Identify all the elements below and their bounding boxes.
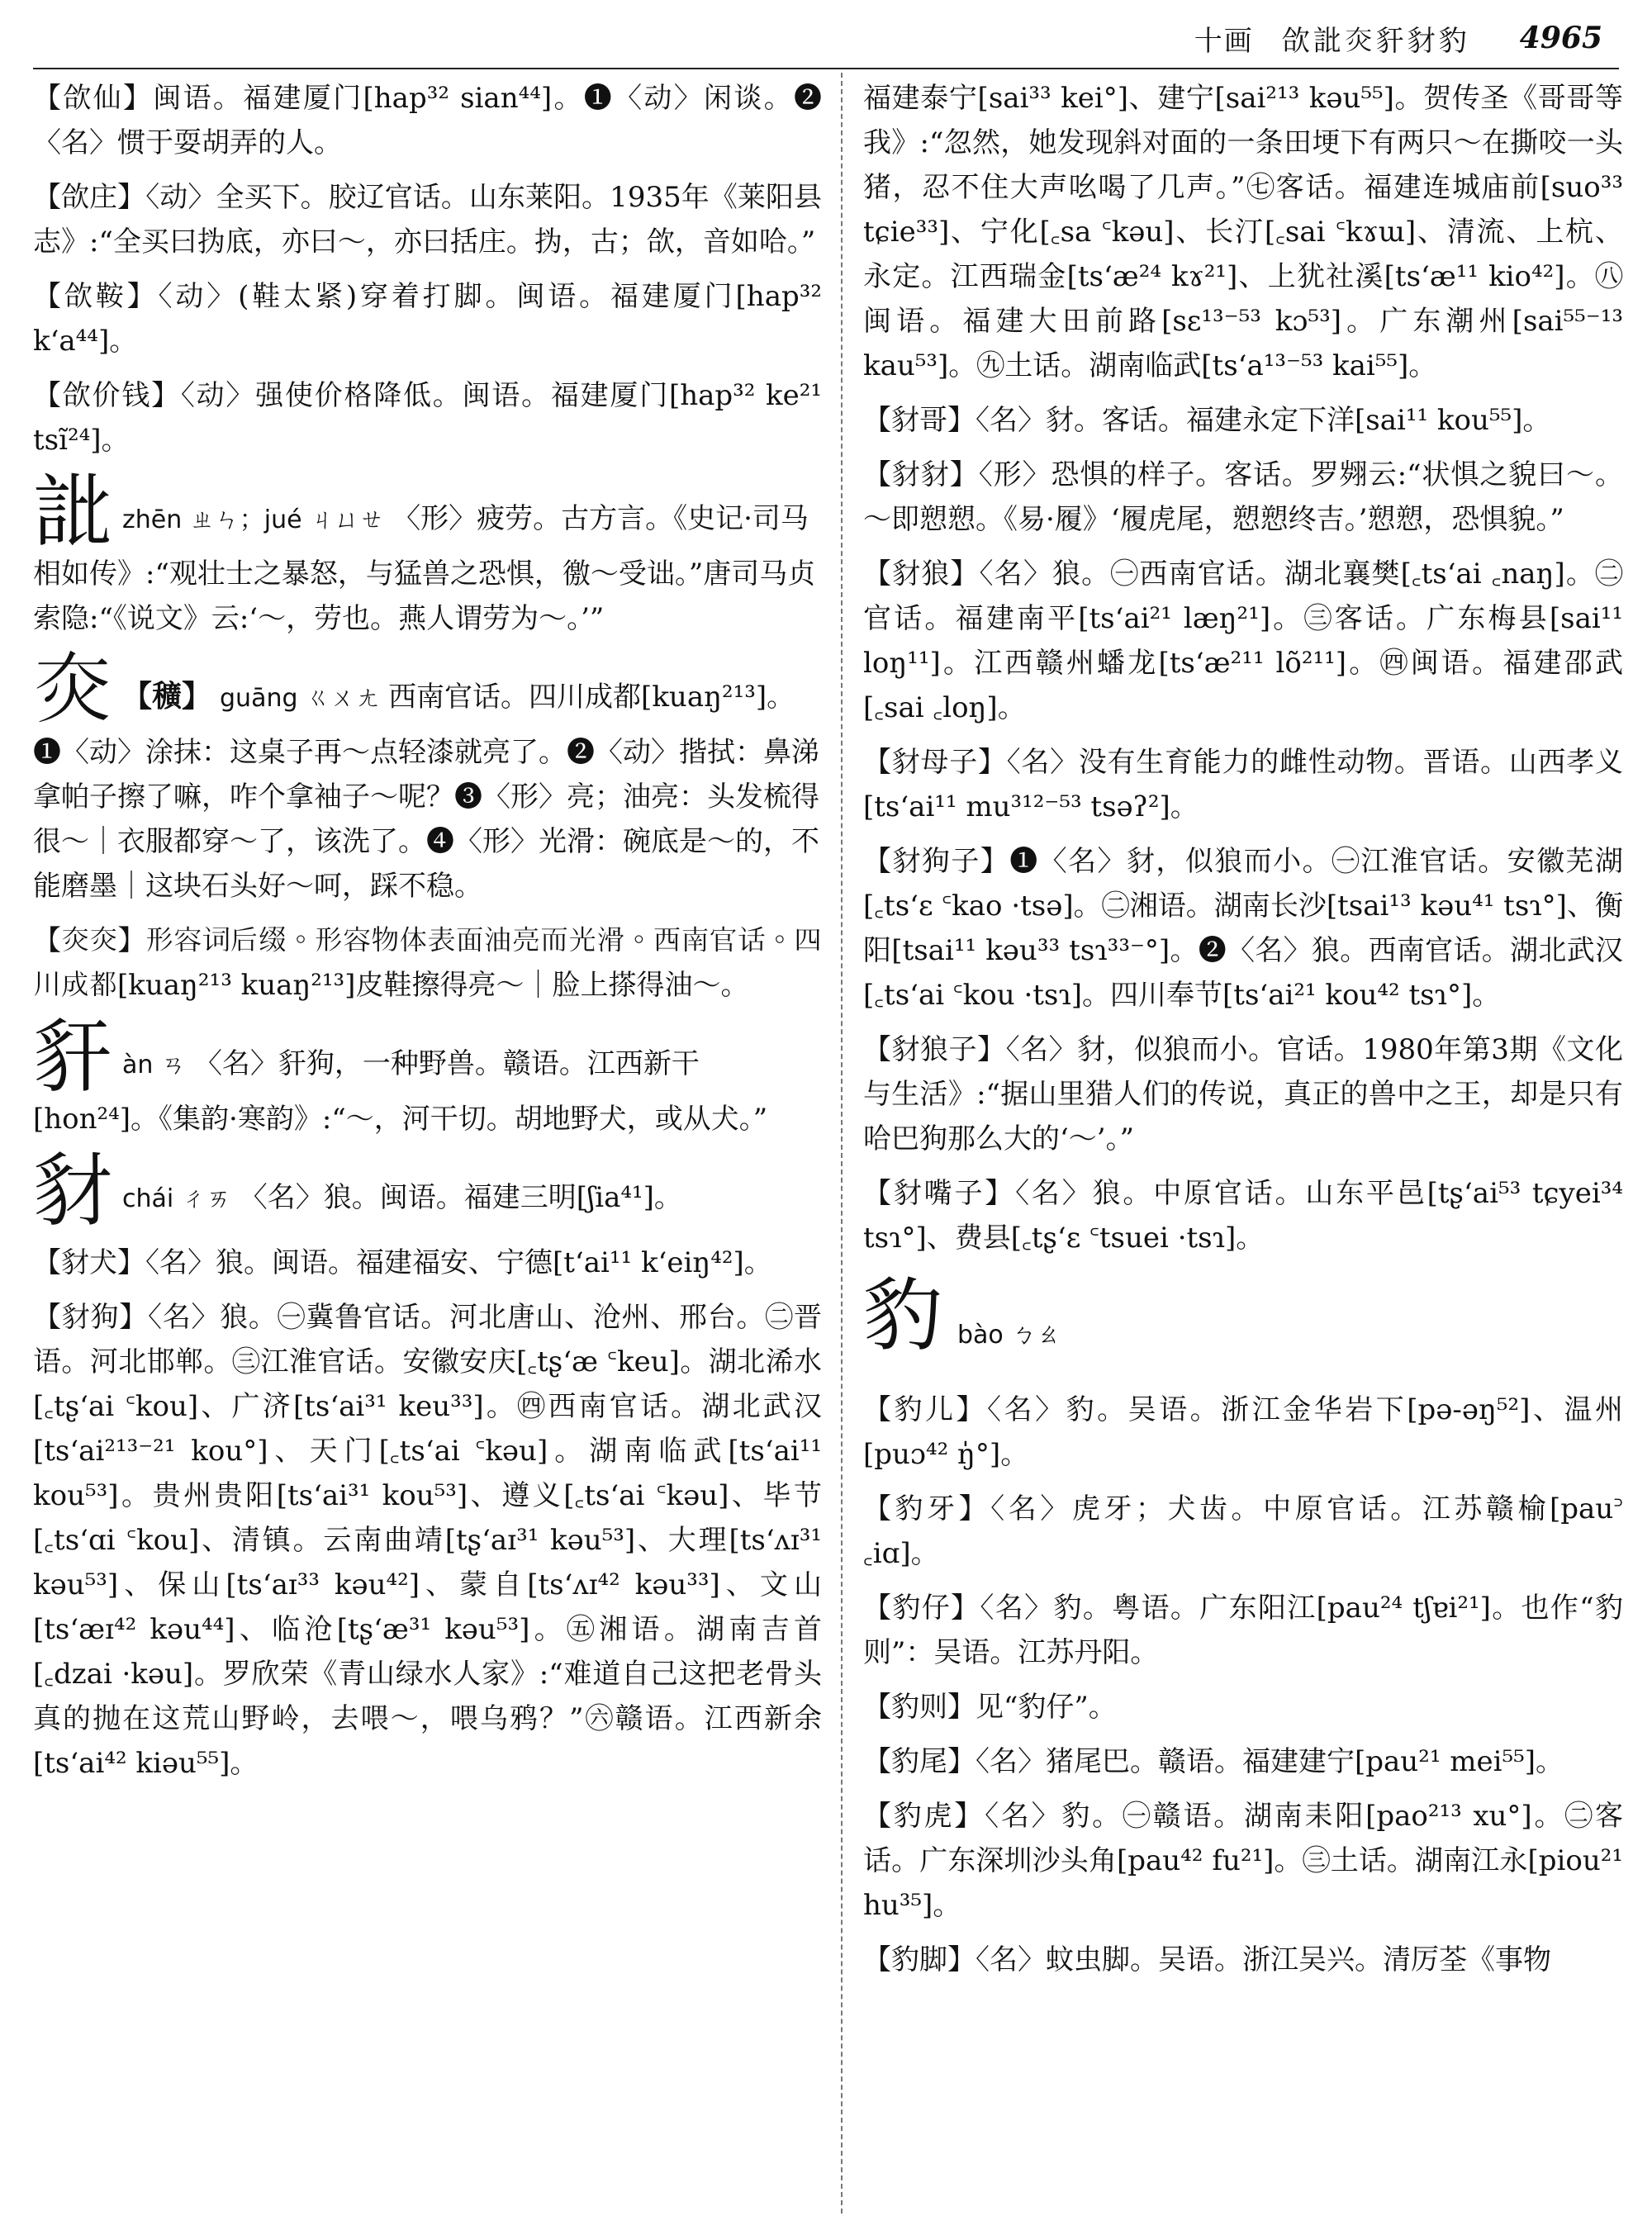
header-characters: 欱䚹𤆍豻豺豹 xyxy=(1281,24,1470,58)
head-character-entry xyxy=(863,1270,1623,1381)
right-column xyxy=(863,76,1623,2205)
dictionary-entry: 【欱鞍】〈动〉(鞋太紧)穿着打脚。闽语。福建厦门[hap³² kʻa⁴⁴]。 xyxy=(33,280,822,358)
dictionary-entry: 【豺嘴子】〈名〉狼。中原官话。山东平邑[tʂʻai⁵³ tɕyei³⁴ tsɿ°]、费县[꜀tʂʻɛ ꜂tsuei ·tsɿ]。 xyxy=(863,1177,1623,1255)
dictionary-entry: 【欱价钱】〈动〉强使价格降低。闽语。福建厦门[hap³² ke²¹ tsĩ²⁴]。 xyxy=(33,379,822,457)
header-rule xyxy=(33,68,1619,69)
pronunciation: zhēn ㄓㄣ；jué ㄐㄩㄝ xyxy=(122,505,385,534)
definition: 〈名〉豻狗，一种野兽。赣语。江西新干[hon²⁴]。《集韵·寒韵》:“～，河干切。胡地野犬，或从犬。” xyxy=(33,1047,768,1136)
pronunciation: àn ㄢ xyxy=(122,1051,186,1079)
head-character-entry xyxy=(33,1011,822,1141)
head-character: 豺 xyxy=(33,1145,112,1237)
dictionary-entry: 【豹虎】〈名〉豹。㊀赣语。湖南耒阳[pao²¹³ xu°]。㊁客话。广东深圳沙头角[pau⁴² fu²¹]。㊂土话。湖南江永[piou²¹ hu³⁵]。 xyxy=(863,1800,1623,1922)
pronunciation: chái ㄔㄞ xyxy=(122,1184,231,1213)
dictionary-entry: 福建泰宁[sai³³ kei°]、建宁[sai²¹³ kəu⁵⁵]。贺传圣《哥哥等我》:“忽然，她发现斜对面的一条田埂下有两只～在撕咬一头猪，忍不住大声吆喝了几声。”㊆客话。福建连城庙前[suo³³ tɕie³³]、宁化[꜀sa ꜂kəu]、长汀[꜀sai ꜂kɤɯ]、清流、上杭、永定。江西瑞金[tsʻæ²⁴ kɤ²¹]、上犹社溪[tsʻæ¹¹ kio⁴²]。㊇闽语。福建大田前路[sɛ¹³⁻⁵³ kɔ⁵³]。广东潮州[sai⁵⁵⁻¹³ kau⁵³]。㊈土话。湖南临武[tsʻa¹³⁻⁵³ kai⁵⁵]。 xyxy=(863,82,1623,382)
dictionary-entry: 【豹尾】〈名〉猪尾巴。赣语。福建建宁[pau²¹ mei⁵⁵]。 xyxy=(863,1745,1564,1778)
definition: 〈名〉狼。闽语。福建三明[ʃia⁴¹]。 xyxy=(239,1181,682,1214)
dictionary-entry: 【欱仙】闽语。福建厦门[hap³² sian⁴⁴]。❶〈动〉闲谈。❷〈名〉惯于耍胡弄的人。 xyxy=(33,82,822,159)
head-character-entry xyxy=(33,466,822,641)
definition: 西南官话。四川成都[kuaŋ²¹³]。❶〈动〉涂抹：这桌子再～点轻漆就亮了。❷〈动〉揩拭：鼻涕拿帕子擦了嘛，咋个拿袖子～呢？❸〈形〉亮；油亮：头发梳得很～｜衣服都穿～了，该洗了。❹〈形〉光滑：碗底是～的，不能磨墨｜这块石头好～呵，踩不稳。 xyxy=(33,681,819,903)
dictionary-entry: 【𤆍𤆍】形容词后缀。形容物体表面油亮而光滑。西南官话。四川成都[kuaŋ²¹³ kuaŋ²¹³]皮鞋擦得亮～｜脸上搽得油～。 xyxy=(33,924,822,1002)
dictionary-entry: 【豹儿】〈名〉豹。吴语。浙江金华岩下[pə-əŋ⁵²]、温州[puɔ⁴² ŋ̍°]。 xyxy=(863,1393,1623,1471)
head-character: 豹 xyxy=(863,1269,942,1362)
pronunciation: guāng ㄍㄨㄤ xyxy=(220,684,381,713)
variant-form: 【穬】 xyxy=(122,679,212,714)
dictionary-entry: 【豺狗子】❶〈名〉豺，似狼而小。㊀江淮官话。安徽芜湖[꜀tsʻɛ ꜂kao ·tsə]。㊁湘语。湖南长沙[tsai¹³ kəu⁴¹ tsɿ°]、衡阳[tsai¹¹ kəu³³ tsɿ³³⁻°]。❷〈名〉狼。西南官话。湖北武汉[꜀tsʻai ꜂kou ·tsɿ]。四川奉节[tsʻai²¹ kou⁴² tsɿ°]。 xyxy=(863,845,1623,1012)
page-header xyxy=(33,15,1602,61)
dictionary-entry: 【欱庄】〈动〉全买下。胶辽官话。山东莱阳。1935年《莱阳县志》:“全买曰㧑底，亦曰～，亦曰括庄。㧑，古；欱，音如哈。” xyxy=(33,181,822,259)
dictionary-entry: 【豺狼子】〈名〉豺，似狼而小。官话。1980年第3期《文化与生活》:“据山里猎人们的传说，真正的兽中之王，却是只有哈巴狗那么大的‘～’。” xyxy=(863,1033,1623,1155)
page-number: 4965 xyxy=(1519,21,1602,55)
dictionary-entry: 【豺母子】〈名〉没有生育能力的雌性动物。晋语。山西孝义[tsʻai¹¹ mu³¹²⁻⁵³ tsəʔ²]。 xyxy=(863,746,1623,823)
header-section: 十画 xyxy=(1194,24,1254,58)
definition: 〈形〉疲劳。古方言。《史记·司马相如传》:“观壮士之暴怒，与猛兽之恐惧，徼～受诎。”唐司马贞索隐:“《说文》云:‘～，劳也。燕人谓劳为～。’” xyxy=(33,502,816,635)
head-character: 豻 xyxy=(33,1011,112,1103)
pronunciation: bào ㄅㄠ xyxy=(957,1321,1061,1350)
dictionary-entry: 【豺狼】〈名〉狼。㊀西南官话。湖北襄樊[꜀tsʻai ꜀naŋ]。㊁官话。福建南平[tsʻai²¹ læŋ²¹]。㊂客话。广东梅县[sai¹¹ loŋ¹¹]。江西赣州蟠龙[tsʻæ²¹¹ lõ²¹¹]。㊃闽语。福建邵武[꜀sai ꜀loŋ]。 xyxy=(863,558,1623,724)
dictionary-entry: 【豺狗】〈名〉狼。㊀冀鲁官话。河北唐山、沧州、邢台。㊁晋语。河北邯郸。㊂江淮官话。安徽安庆[꜀tʂʻæ ꜂keu]。湖北浠水[꜀tʂʻai ꜂kou]、广济[tsʻai³¹ keu³³]。㊃西南官话。湖北武汉[tsʻai²¹³⁻²¹ kou°]、天门[꜀tsʻai ꜂kəu]。湖南临武[tsʻai¹¹ kou⁵³]。贵州贵阳[tsʻai³¹ kou⁵³]、遵义[꜀tsʻai ꜂kəu]、毕节[꜀tsʻɑi ꜂kou]、清镇。云南曲靖[tʂʻaɪ³¹ kəu⁵³]、大理[tsʻʌɪ³¹ kəu⁵³]、保山[tsʻaɪ³³ kəu⁴²]、蒙自[tsʻʌɪ⁴² kəu³³]、文山[tsʻæɪ⁴² kəu⁴⁴]、临沧[tʂʻæ³¹ kəu⁵³]。㊄湘语。湖南吉首[꜀dzai ·kəu]。罗欣荣《青山绿水人家》:“难道自己这把老骨头真的抛在这荒山野岭，去喂～，喂乌鸦？”㊅赣语。江西新余[tsʻai⁴² kiəu⁵⁵]。 xyxy=(33,1301,822,1780)
dictionary-entry: 【豹牙】〈名〉虎牙；犬齿。中原官话。江苏赣榆[pau꜄ ꜀iɑ]。 xyxy=(863,1492,1623,1570)
dictionary-entry: 【豹仔】〈名〉豹。粤语。广东阳江[pau²⁴ tʃɐi²¹]。也作“豹则”：吴语。江苏丹阳。 xyxy=(863,1592,1623,1669)
dictionary-entry: 【豺豺】〈形〉恐惧的样子。客话。罗翙云:“状惧之貌曰～。～即愬愬。《易·履》‘履虎尾，愬愬终吉。’愬愬，恐惧貌。” xyxy=(863,458,1623,536)
head-character-entry xyxy=(33,644,822,909)
dictionary-entry: 【豺哥】〈名〉豺。客话。福建永定下洋[sai¹¹ kou⁵⁵]。 xyxy=(863,404,1551,437)
head-character: 䚹 xyxy=(33,466,112,558)
left-column xyxy=(33,76,822,2205)
head-character-entry xyxy=(33,1145,822,1237)
head-character: 𤆍 xyxy=(33,644,112,737)
dictionary-entry: 【豺犬】〈名〉狼。闽语。福建福安、宁德[tʻai¹¹ kʻeiŋ⁴²]。 xyxy=(33,1246,772,1279)
dictionary-entry: 【豹脚】〈名〉蚊虫脚。吴语。浙江吴兴。清厉荃《事物 xyxy=(863,1943,1551,1976)
column-divider xyxy=(841,73,843,2213)
dictionary-entry: 【豹则】见“豹仔”。 xyxy=(863,1691,1117,1724)
